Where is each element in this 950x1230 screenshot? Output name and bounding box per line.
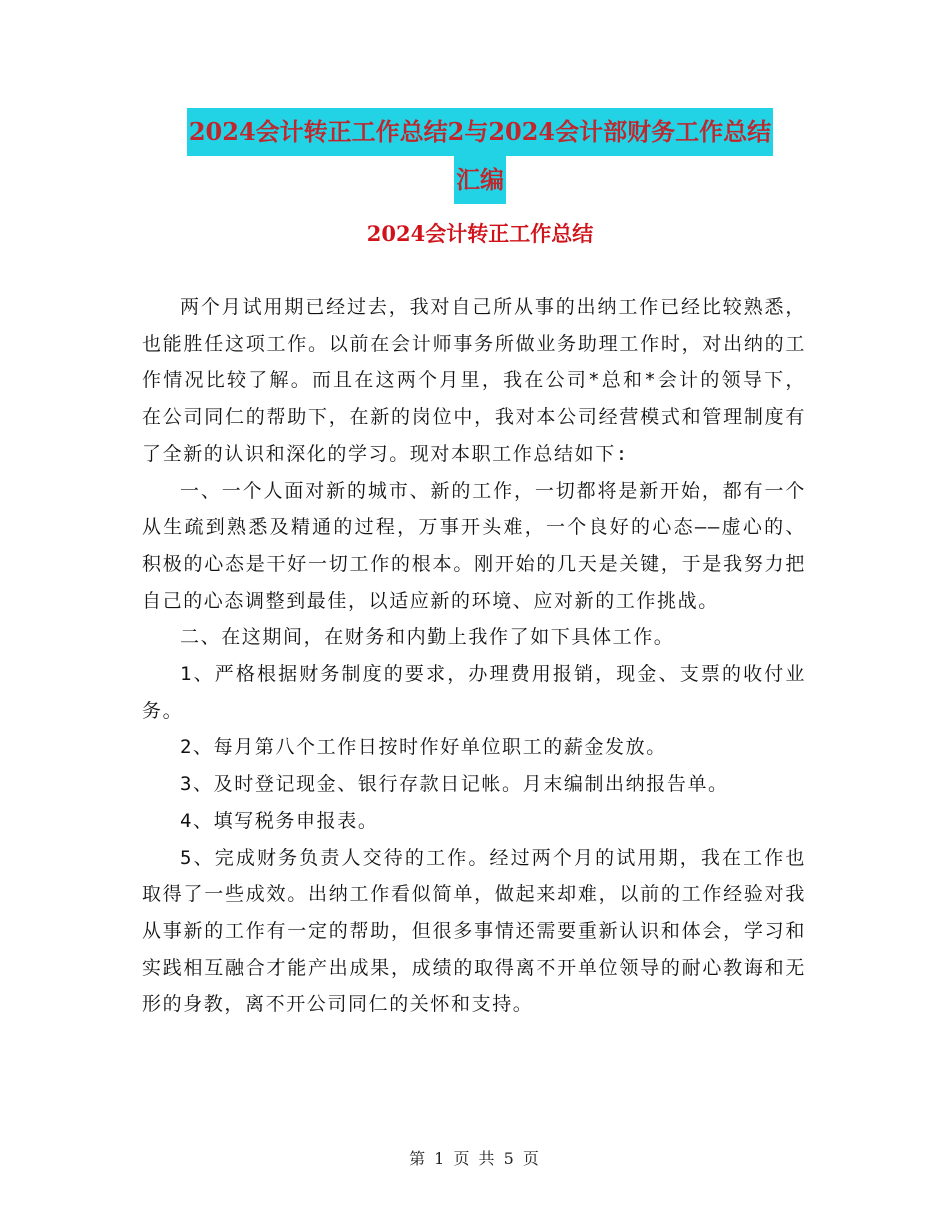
paragraph-intro: 两个月试用期已经过去，我对自己所从事的出纳工作已经比较熟悉，也能胜任这项工作。以前在会计师事务所做业务助理工作时，对出纳的工作情况比较了解。而且在这两个月里，我在公司*总和*会计的领导下，在公司同仁的帮助下，在新的岗位中，我对本公司经营模式和管理制度有了全新的认识和深化的学习。现对本职工作总结如下: [142, 296, 806, 465]
list-item-2: 2、每月第八个工作日按时作好单位职工的薪金发放。 [180, 736, 667, 759]
document-body [142, 289, 806, 1023]
list-item-5: 5、完成财务负责人交待的工作。经过两个月的试用期，我在工作也取得了一些成效。出纳工作看似简单，做起来却难，以前的工作经验对我从事新的工作有一定的帮助，但很多事情还需要重新认识和体会，学习和实践相互融合才能产出成果，成绩的取得离不开单位领导的耐心教诲和无形的身教，离不开公司同仁的关怀和支持。 [142, 846, 806, 1016]
document-title-line-1: 2024会计转正工作总结2与2024会计部财务工作总结 [187, 108, 773, 156]
page-footer: 第 1 页 共 5 页 [409, 1149, 541, 1168]
list-item-1: 1、严格根据财务制度的要求，办理费用报销，现金、支票的收付业务。 [142, 663, 806, 722]
document-title [140, 108, 820, 204]
paragraph-section-2: 二、在这期间，在财务和内勤上我作了如下具体工作。 [180, 626, 675, 649]
list-item-3: 3、及时登记现金、银行存款日记帐。月末编制出纳报告单。 [180, 773, 729, 796]
paragraph-section-1: 一、一个人面对新的城市、新的工作，一切都将是新开始，都有一个从生疏到熟悉及精通的过程，万事开头难，一个良好的心态——虚心的、积极的心态是干好一切工作的根本。刚开始的几天是关键，于是我努力把自己的心态调整到最佳，以适应新的环境、应对新的工作挑战。 [142, 479, 806, 612]
list-item-4: 4、填写税务申报表。 [180, 809, 379, 832]
document-title-line-2: 汇编 [454, 156, 506, 204]
section-title: 2024会计转正工作总结 [366, 221, 594, 246]
